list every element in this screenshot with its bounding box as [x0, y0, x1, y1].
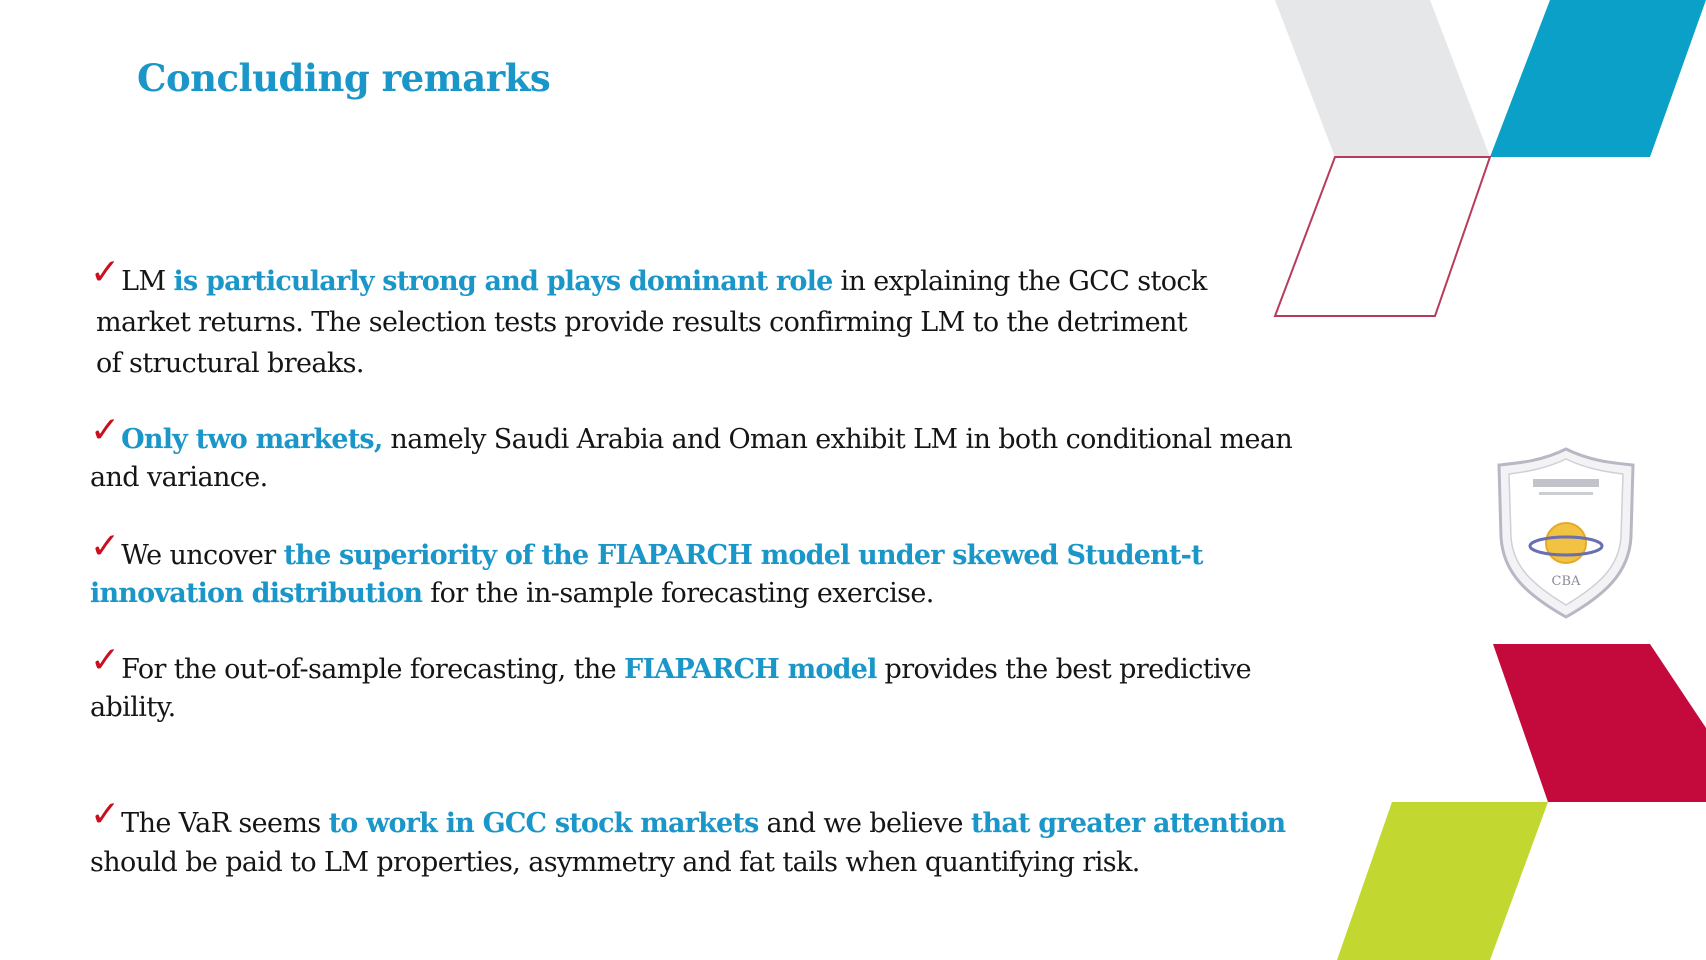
bullet-line: [90, 843, 1285, 882]
bullet-item: [90, 252, 1207, 384]
checkmark-icon: ✓: [90, 526, 121, 567]
body-text: of structural breaks.: [96, 348, 364, 379]
bullet-item: [90, 640, 1252, 727]
checkmark-icon: ✓: [90, 640, 121, 681]
highlight-text: the superiority of the FIAPARCH model under skewed Student-t: [283, 540, 1203, 571]
highlight-text: is particularly strong and plays dominant role: [173, 266, 833, 297]
highlight-text: innovation distribution: [90, 578, 423, 609]
bullet-line: [90, 252, 1207, 302]
bullet-item: [90, 410, 1293, 497]
body-text: namely Saudi Arabia and Oman exhibit LM in both conditional mean: [382, 424, 1293, 455]
bullet-line: [90, 689, 1251, 727]
bullet-line: [90, 640, 1252, 689]
body-text: provides the best predictive: [876, 654, 1252, 685]
body-text: LM: [121, 266, 174, 297]
bullet-line: [90, 575, 1203, 613]
slide-title: Concluding remarks: [137, 56, 551, 100]
bullet-line: [90, 459, 1292, 497]
body-text: for the in-sample forecasting exercise.: [422, 578, 934, 609]
highlight-text: Only two markets,: [121, 424, 383, 455]
checkmark-icon: ✓: [90, 410, 121, 451]
highlight-text: to work in GCC stock markets: [328, 808, 759, 839]
body-text: ability.: [90, 692, 176, 723]
bullet-line: [90, 526, 1203, 575]
body-text: We uncover: [121, 540, 284, 571]
body-text: market returns. The selection tests provide results confirming LM to the detriment: [96, 307, 1187, 338]
body-text: and we believe: [758, 808, 971, 839]
logo-text: CBA: [1551, 574, 1581, 589]
body-text: The VaR seems: [121, 808, 329, 839]
body-text: in explaining the GCC stock: [832, 266, 1207, 297]
highlight-text: FIAPARCH model: [623, 654, 877, 685]
body-text: should be paid to LM properties, asymmetry and fat tails when quantifying risk.: [90, 847, 1140, 878]
bullet-item: [90, 794, 1286, 882]
checkmark-icon: ✓: [90, 252, 121, 293]
body-text: and variance.: [90, 462, 268, 493]
bullet-line: [90, 794, 1286, 843]
bullet-line: [90, 410, 1293, 459]
checkmark-icon: ✓: [90, 794, 121, 835]
highlight-text: that greater attention: [970, 808, 1286, 839]
bullet-line: [90, 343, 1207, 384]
bullet-line: [90, 302, 1207, 343]
body-text: For the out-of-sample forecasting, the: [121, 654, 624, 685]
bullet-item: [90, 526, 1203, 613]
